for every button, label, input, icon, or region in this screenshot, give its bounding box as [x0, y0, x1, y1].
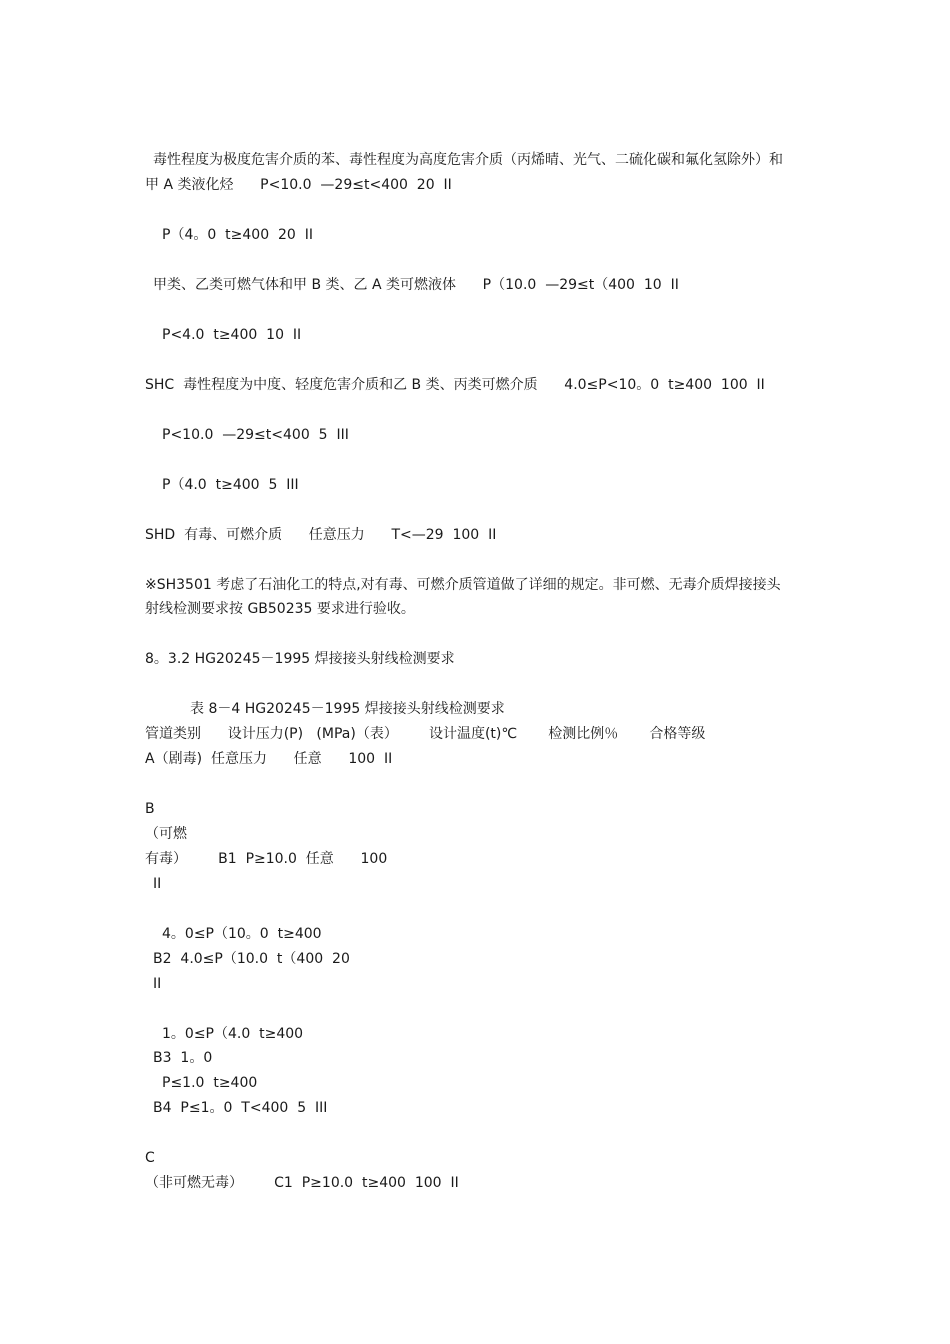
- table-row-b2: B2 4.0≤P（10.0 t（400 20: [153, 951, 350, 967]
- text-line-2: 甲 A 类液化烃 P<10.0 —29≤t<400 20 II: [145, 177, 452, 193]
- table-row-c1: （非可燃无毒） C1 P≥10.0 t≥400 100 II: [145, 1175, 459, 1191]
- table-row-b-label: B: [145, 801, 155, 817]
- text-line-8: P（4.0 t≥400 5 III: [162, 477, 299, 493]
- text-line-7: P<10.0 —29≤t<400 5 III: [162, 427, 349, 443]
- text-line-4: 甲类、乙类可燃气体和甲 B 类、乙 A 类可燃液体 P（10.0 —29≤t（400 10 II: [153, 277, 679, 293]
- text-line-1: 毒性程度为极度危害介质的苯、毒性程度为高度危害介质（丙烯晴、光气、二硫化碳和氟化氢除外）和: [153, 152, 783, 168]
- table-row-b3-sub-2: P≤1.0 t≥400: [162, 1075, 258, 1091]
- table-row-b1-grade: II: [153, 876, 162, 892]
- text-line-6: SHC 毒性程度为中度、轻度危害介质和乙 B 类、丙类可燃介质 4.0≤P<10。0 t≥400 100 II: [145, 377, 765, 393]
- table-row-b3: B3 1。0: [153, 1050, 213, 1066]
- note-line-1: ※SH3501 考虑了石油化工的特点,对有毒、可燃介质管道做了详细的规定。非可燃、无毒介质焊接接头: [145, 577, 781, 593]
- table-row-b2-grade: II: [153, 976, 162, 992]
- text-line-3: P（4。0 t≥400 20 II: [162, 227, 313, 243]
- table-row-b-label-2: （可燃: [145, 826, 187, 842]
- table-row-b4: B4 P≤1。0 T<400 5 III: [153, 1100, 328, 1116]
- table-row-c-label: C: [145, 1150, 155, 1166]
- note-line-2: 射线检测要求按 GB50235 要求进行验收。: [145, 601, 415, 617]
- table-row-b1: 有毒） B1 P≥10.0 任意 100: [145, 851, 388, 867]
- text-line-9: SHD 有毒、可燃介质 任意压力 T<—29 100 II: [145, 527, 497, 543]
- text-line-5: P<4.0 t≥400 10 II: [162, 327, 302, 343]
- table-row-a: A（剧毒) 任意压力 任意 100 II: [145, 751, 393, 767]
- section-heading: 8。3.2 HG20245－1995 焊接接头射线检测要求: [145, 651, 455, 667]
- table-row-b2-sub: 4。0≤P（10。0 t≥400: [162, 926, 322, 942]
- table-caption: 表 8－4 HG20245－1995 焊接接头射线检测要求: [190, 701, 505, 717]
- table-row-b3-sub: 1。0≤P（4.0 t≥400: [162, 1026, 304, 1042]
- table-header: 管道类别 设计压力(P) (MPa)（表） 设计温度(t)℃ 检测比例％ 合格等级: [145, 726, 706, 742]
